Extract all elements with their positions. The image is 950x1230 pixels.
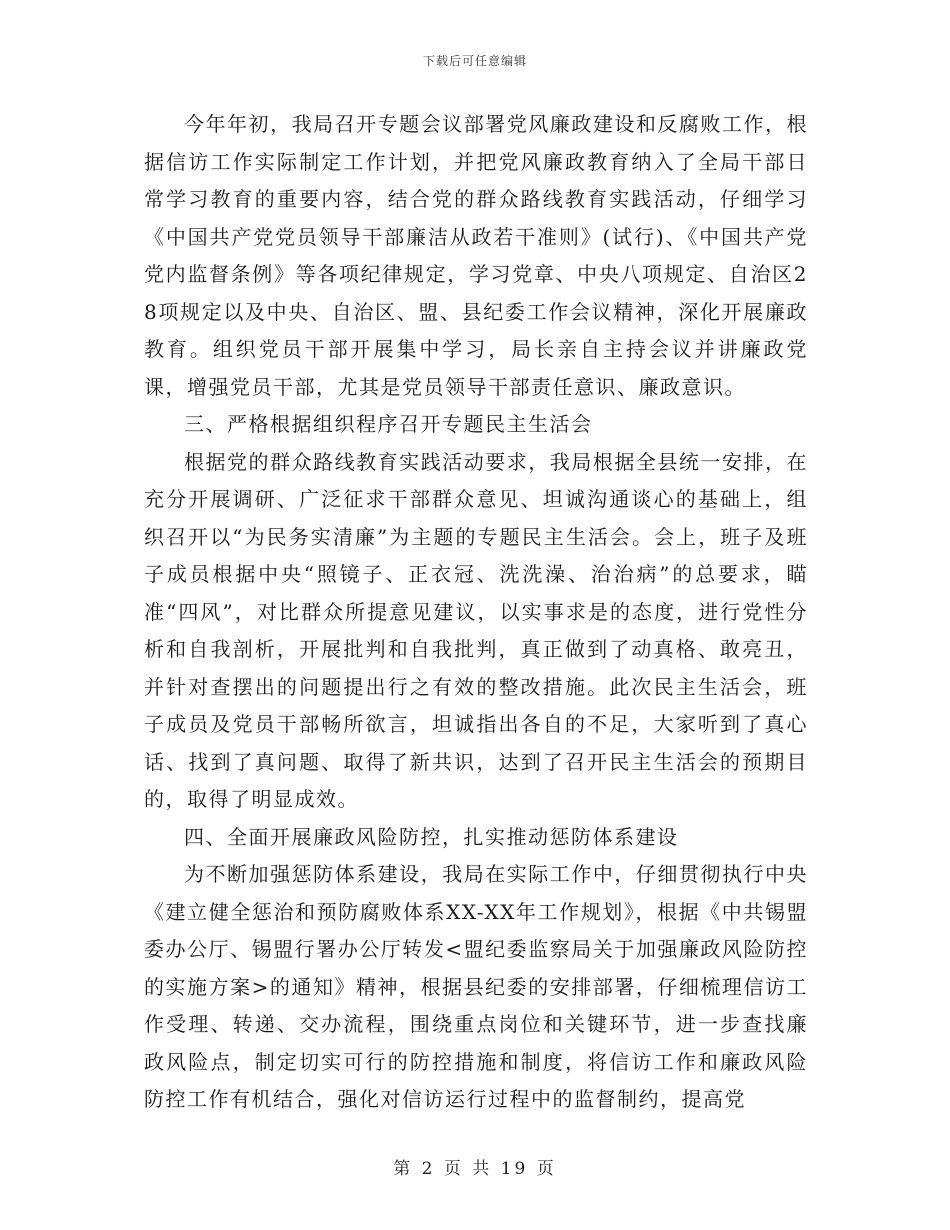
paragraph: 为不断加强惩防体系建设，我局在实际工作中，仔细贯彻执行中央《建立健全惩治和预防腐败体系XX-XX年工作规划》，根据《中共锡盟委办公厅、锡盟行署办公厅转发<盟纪委监察局关于加强廉政风险防控的实施方案>的通知》精神，根据县纪委的安排部署，仔细梳理信访工作受理、转递、交办流程，围绕重点岗位和关键环节，进一步查找廉政风险点，制定切实可行的防控措施和制度，将信访工作和廉政风险防控工作有机结合，强化对信访运行过程中的监督制约，提高党 bbox=[144, 862, 808, 1111]
page-number-footer: 第 2 页 共 19 页 bbox=[393, 1159, 557, 1179]
section-heading: 四、全面开展廉政风险防控，扎实推动惩防体系建设 bbox=[184, 824, 679, 849]
header-note: 下载后可任意编辑 bbox=[422, 54, 527, 68]
section-heading: 三、严格根据组织程序召开专题民主生活会 bbox=[184, 412, 593, 436]
paragraph: 今年年初，我局召开专题会议部署党风廉政建设和反腐败工作，根据信访工作实际制定工作计划，并把党风廉政教育纳入了全局干部日常学习教育的重要内容，结合党的群众路线教育实践活动，仔细学习《中国共产党党员领导干部廉洁从政若干准则》(试行)、《中国共产党党内监督条例》等各项纪律规定，学习党章、中央八项规定、自治区28项规定以及中央、自治区、盟、县纪委工作会议精神，深化开展廉政教育。组织党员干部开展集中学习，局长亲自主持会议并讲廉政党课，增强党员干部，尤其是党员领导干部责任意识、廉政意识。 bbox=[144, 112, 808, 399]
document-body bbox=[144, 106, 808, 1119]
paragraph: 根据党的群众路线教育实践活动要求，我局根据全县统一安排，在充分开展调研、广泛征求干部群众意见、坦诚沟通谈心的基础上，组织召开以“为民务实清廉”为主题的专题民主生活会。会上，班子及班子成员根据中央“照镜子、正衣冠、洗洗澡、治治病”的总要求，瞄准“四风”，对比群众所提意见建议，以实事求是的态度，进行党性分析和自我剖析，开展批判和自我批判，真正做到了动真格、敢亮丑，并针对查摆出的问题提出行之有效的整改措施。此次民主生活会，班子成员及党员干部畅所欲言，坦诚指出各自的不足，大家听到了真心话、找到了真问题、取得了新共识，达到了召开民主生活会的预期目的，取得了明显成效。 bbox=[144, 449, 808, 811]
